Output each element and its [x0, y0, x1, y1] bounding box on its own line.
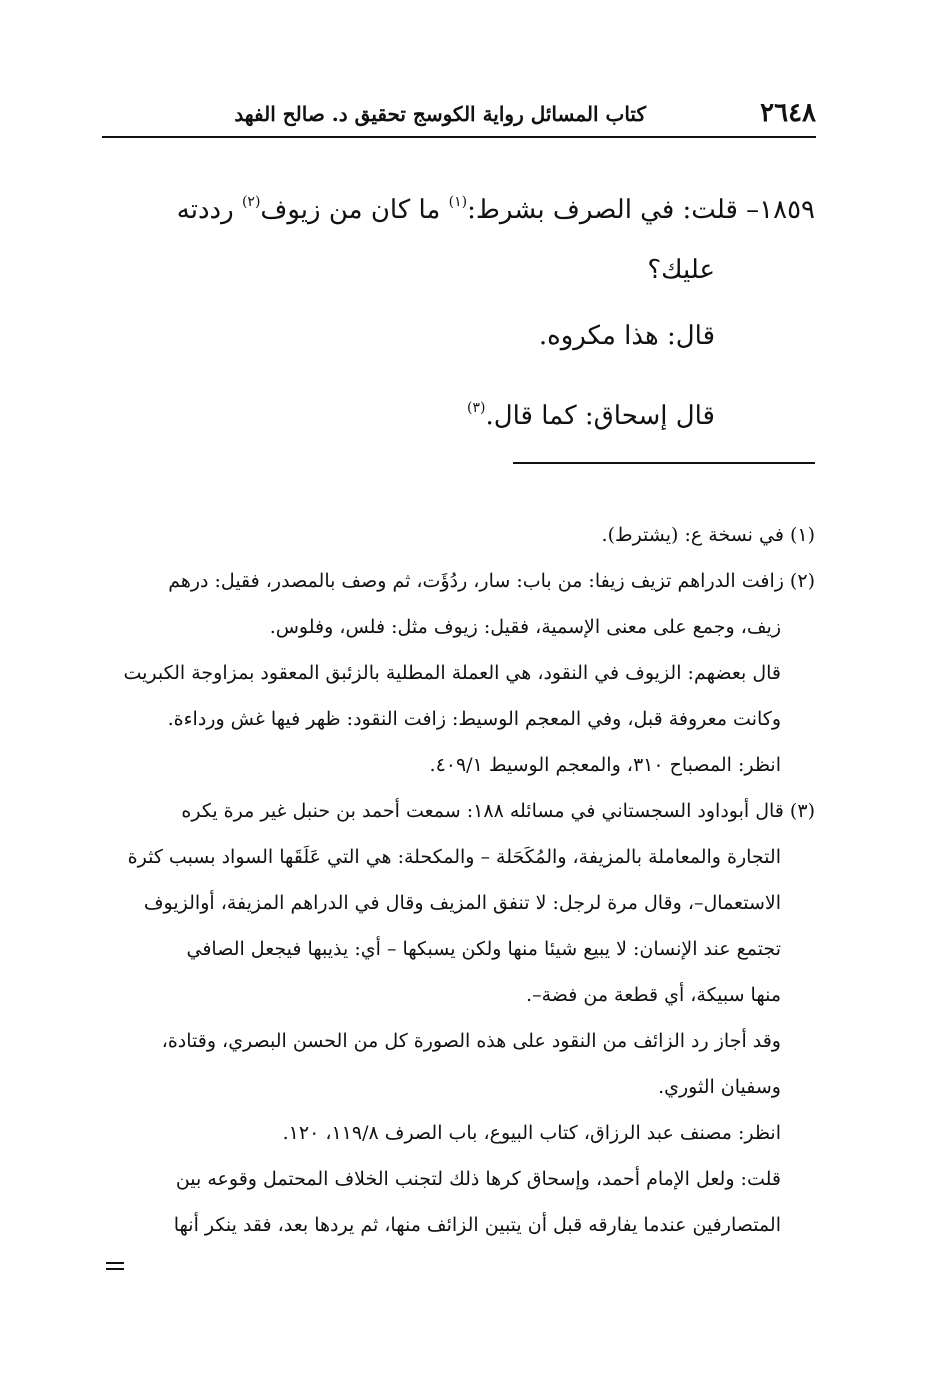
answer-ahmad: قال: هذا مكروه. [538, 321, 715, 351]
footnote-line: (١) في نسخة ع: (يشترط). [601, 524, 815, 546]
footnote-line: زيف، وجمع على معنى الإسمية، فقيل: زيوف مثل: فلس، وفلوس. [269, 616, 781, 638]
answer-ishaq [102, 378, 815, 446]
footnote-line: الاستعمال–، وقال مرة لرجل: لا تنفق المزيف وقال في الدراهم المزيفة، أوالزيوف [143, 892, 781, 914]
footnote-line: منها سبيكة، أي قطعة من فضة–. [526, 984, 781, 1006]
footnote-ref-2: (٢) [241, 194, 261, 210]
footnote-line: وكانت معروفة قبل، وفي المعجم الوسيط: زافت النقود: ظهر فيها غش ورداءة. [167, 708, 781, 730]
question-text-1: قلت: في الصرف بشرط: [467, 195, 747, 225]
footnote-line: (٣) قال أبوداود السجستاني في مسائله ١٨٨: سمعت أحمد بن حنبل غير مرة يكره [181, 800, 815, 822]
footnote-line: وسفيان الثوري. [658, 1076, 781, 1098]
question-continuation: عليك؟ [647, 255, 715, 285]
page-header [102, 96, 816, 138]
answer-ishaq-text: قال إسحاق: كما قال. [485, 401, 715, 431]
page-number: ٢٦٤٨ [760, 98, 816, 128]
main-text [102, 172, 815, 446]
footnote-line: تجتمع عند الإنسان: لا يبيع شيئا منها ولكن يسبكها – أي: يذيبها فيجعل الصافي [186, 938, 781, 960]
footnotes [102, 512, 815, 1248]
footnote-line: انظر: المصباح ٣١٠، والمعجم الوسيط ٤٠٩/١. [429, 754, 781, 776]
question-text-2: ما كان من زيوف [260, 195, 449, 225]
question-text-3: رددته [176, 195, 242, 225]
footnote-separator [513, 462, 815, 464]
question-number: ١٨٥٩– [746, 195, 815, 225]
footnote-line: قلت: ولعل الإمام أحمد، وإسحاق كرها ذلك لتجنب الخلاف المحتمل وقوعه بين [175, 1168, 781, 1190]
footnote-ref-1: (١) [448, 194, 468, 210]
running-title: كتاب المسائل رواية الكوسج تحقيق د. صالح الفهد [234, 102, 646, 126]
footnote-line: (٢) زافت الدراهم تزيف زيفا: من باب: سار، ردُؤَت، ثم وصف بالمصدر، فقيل: درهم [168, 570, 815, 592]
question-paragraph [102, 172, 815, 240]
footnote-line: انظر: مصنف عبد الرزاق، كتاب البيوع، باب الصرف ١١٩/٨، ١٢٠. [282, 1122, 781, 1144]
footnote-line: قال بعضهم: الزيوف في النقود، هي العملة المطلية بالزئبق المعقود بمزاوجة الكبريت [123, 662, 781, 684]
footnote-ref-3: (٣) [467, 400, 486, 416]
continuation-mark [106, 1262, 124, 1274]
footnote-line: التجارة والمعاملة بالمزيفة، والمُكَحَلة – والمكحلة: هي التي عَلَقَها السواد بسبب كثرة [127, 846, 781, 868]
footnote-line: وقد أجاز رد الزائف من النقود على هذه الصورة كل من الحسن البصري، وقتادة، [161, 1030, 781, 1052]
footnote-line: المتصارفين عندما يفارقه قبل أن يتبين الزائف منها، ثم يردها بعد، فقد ينكر أنها [173, 1214, 781, 1236]
